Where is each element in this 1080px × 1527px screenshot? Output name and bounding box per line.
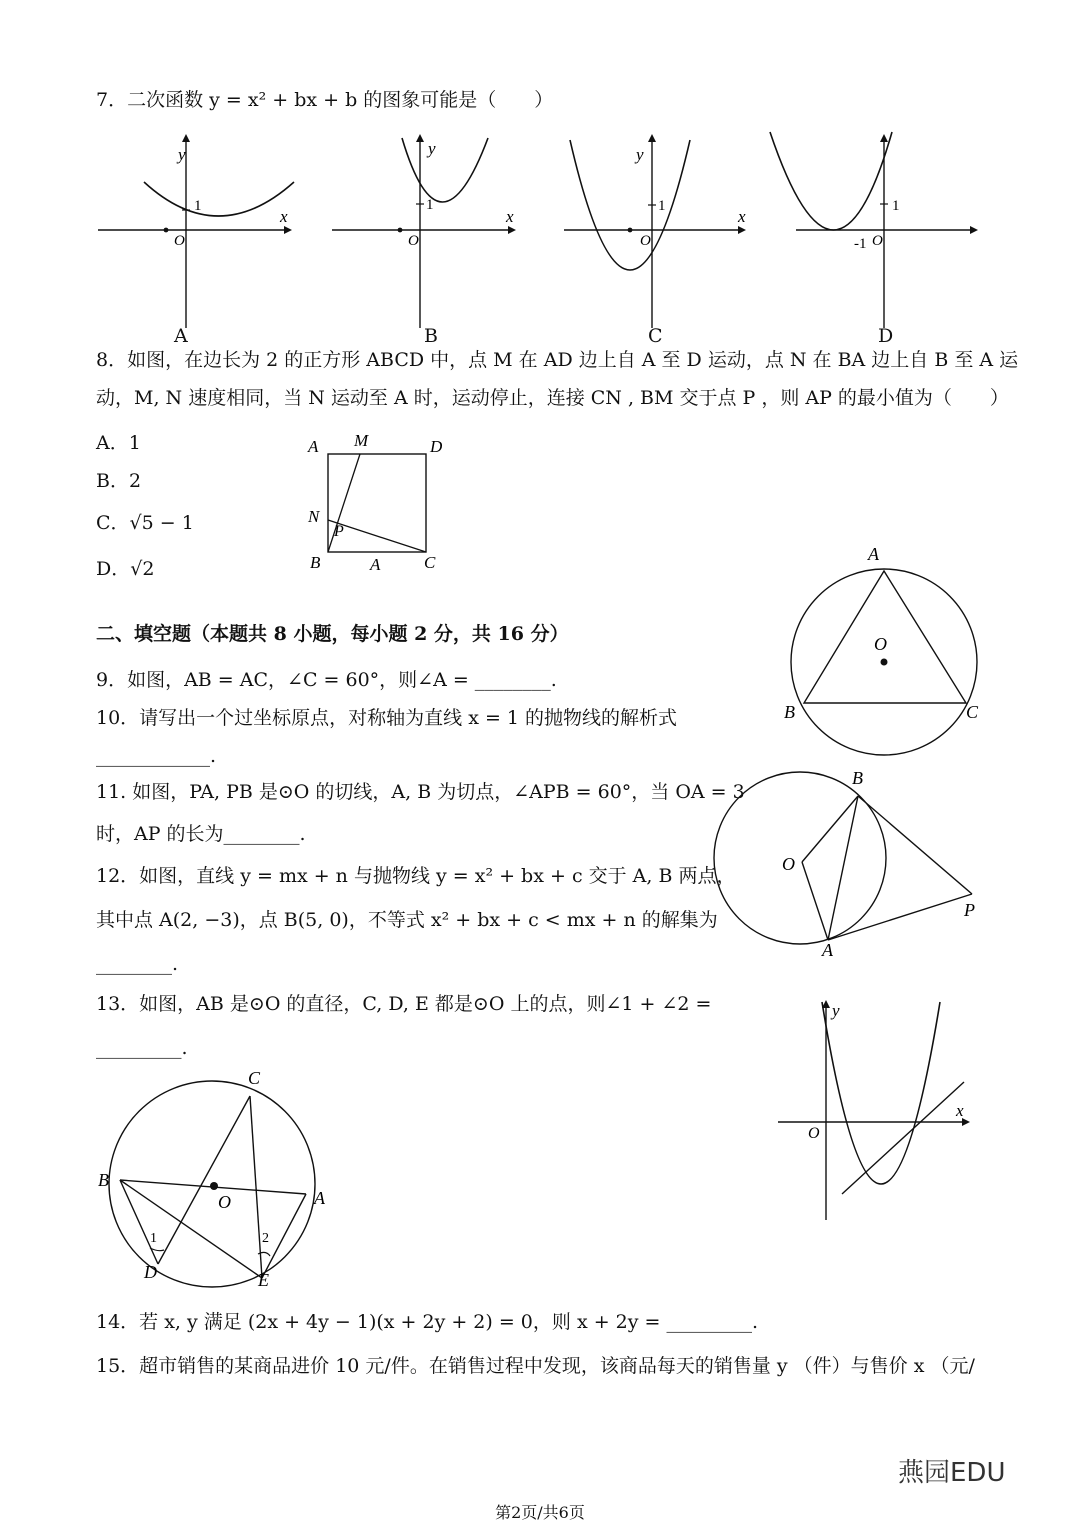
- q7b-x-label: x: [506, 207, 514, 226]
- q9-label-o: O: [874, 634, 887, 654]
- q8-square-figure: [300, 430, 460, 580]
- q12-origin: O: [808, 1125, 820, 1142]
- q12-line3: ________.: [96, 953, 179, 975]
- q9-circle-figure: [782, 540, 992, 760]
- q11-line1: 11. 如图，PA, PB 是⊙O 的切线，A, B 为切点，∠APB = 60°，当 OA = 3: [96, 781, 745, 803]
- q8-label-n: N: [308, 507, 320, 526]
- q7d-neg-one: -1: [854, 236, 867, 252]
- q13-angle-2: 2: [262, 1231, 269, 1246]
- q7-graph-b: [330, 130, 530, 330]
- q7-graph-a: [96, 130, 296, 330]
- q7d-origin: O: [872, 233, 883, 249]
- q11-label-p: P: [964, 900, 975, 920]
- q9-label-c: C: [966, 702, 979, 722]
- q11-tangent-figure: [708, 764, 988, 964]
- q13-label-c: C: [248, 1068, 261, 1088]
- q7-graph-d: [794, 130, 994, 330]
- q8-option-a[interactable]: A．1: [96, 432, 141, 454]
- q10-line1: 10．请写出一个过坐标原点，对称轴为直线 x = 1 的抛物线的解析式: [96, 707, 678, 729]
- q13-label-o: O: [218, 1192, 231, 1212]
- q7a-y-label: y: [178, 145, 186, 164]
- q8-label-a: A: [308, 437, 319, 456]
- q12-line2: 其中点 A(2, −3)，点 B(5, 0)，不等式 x² + bx + c < mx + n 的解集为: [96, 909, 718, 931]
- q11-label-o: O: [782, 854, 795, 874]
- q7a-one: 1: [194, 198, 202, 214]
- q7c-one: 1: [658, 198, 666, 214]
- q10-line2: ____________.: [96, 745, 217, 767]
- q7a-origin: O: [174, 233, 185, 249]
- watermark: 燕园EDU: [898, 1458, 1006, 1488]
- q8-option-c[interactable]: C．√5 − 1: [96, 512, 194, 534]
- q8-line1: 8．如图，在边长为 2 的正方形 ABCD 中，点 M 在 AD 边上自 A 至 D 运动，点 N 在 BA 边上自 B 至 A 运: [96, 349, 1019, 371]
- q13-label-e: E: [258, 1270, 269, 1290]
- q7d-one: 1: [892, 198, 900, 214]
- q8-label-b: B: [310, 553, 321, 572]
- q7b-origin: O: [408, 233, 419, 249]
- q8-label-m: M: [354, 431, 369, 450]
- q7-graph-c: [562, 130, 762, 330]
- q8-option-d[interactable]: D．√2: [96, 558, 155, 580]
- q8-option-b[interactable]: B．2: [96, 470, 142, 492]
- q12-graph: [776, 996, 976, 1226]
- q13-circle-figure: [92, 1064, 352, 1294]
- section2-title: 二、填空题（本题共 8 小题，每小题 2 分，共 16 分）: [96, 623, 569, 645]
- q15-text: 15．超市销售的某商品进价 10 元/件。在销售过程中发现，该商品每天的销售量 y （件）与售价 x （元/: [96, 1355, 975, 1377]
- q11-label-b: B: [852, 768, 863, 788]
- q7-option-c[interactable]: C: [648, 325, 663, 347]
- q8-label-p: P: [334, 523, 344, 540]
- q9-text: 9．如图，AB = AC，∠C = 60°，则∠A = ________.: [96, 669, 557, 691]
- q8-label-c: C: [424, 553, 436, 572]
- q11-label-a: A: [822, 940, 833, 960]
- q12-y-label: y: [832, 1001, 840, 1020]
- q13-line1: 13．如图，AB 是⊙O 的直径，C, D, E 都是⊙O 上的点，则∠1 + ∠2 =: [96, 993, 712, 1015]
- q7-option-b[interactable]: B: [424, 325, 438, 347]
- q14-text: 14．若 x, y 满足 (2x + 4y − 1)(x + 2y + 2) = 0，则 x + 2y = _________.: [96, 1311, 759, 1333]
- q12-line1: 12．如图，直线 y = mx + n 与抛物线 y = x² + bx + c 交于 A, B 两点，: [96, 865, 736, 887]
- q13-angle-1: 1: [150, 1231, 157, 1246]
- page-footer: 第2页/共6页: [495, 1503, 585, 1522]
- q8-line2: 动，M, N 速度相同，当 N 运动至 A 时，运动停止，连接 CN , BM 交于点 P ，则 AP 的最小值为（ ）: [96, 387, 1009, 409]
- q13-line2: _________.: [96, 1037, 188, 1059]
- q11-line2: 时，AP 的长为________.: [96, 823, 306, 845]
- q12-x-label: x: [956, 1101, 964, 1120]
- q7-text: 7．二次函数 y = x² + bx + b 的图象可能是（ ）: [96, 89, 554, 111]
- q8-label-d: D: [430, 437, 443, 456]
- q9-label-a: A: [868, 544, 879, 564]
- q13-label-d: D: [144, 1262, 157, 1282]
- q9-label-b: B: [784, 702, 795, 722]
- q7b-y-label: y: [428, 139, 436, 158]
- q13-label-b: B: [98, 1170, 109, 1190]
- q7c-origin: O: [640, 233, 651, 249]
- q7c-y-label: y: [636, 145, 644, 164]
- q13-label-a: A: [314, 1188, 325, 1208]
- q7a-x-label: x: [280, 207, 288, 226]
- q7-option-d[interactable]: D: [878, 325, 894, 347]
- q7b-one: 1: [426, 197, 434, 213]
- q7c-x-label: x: [738, 207, 746, 226]
- q8-label-a2: A: [370, 555, 381, 574]
- q7-option-a[interactable]: A: [174, 325, 188, 347]
